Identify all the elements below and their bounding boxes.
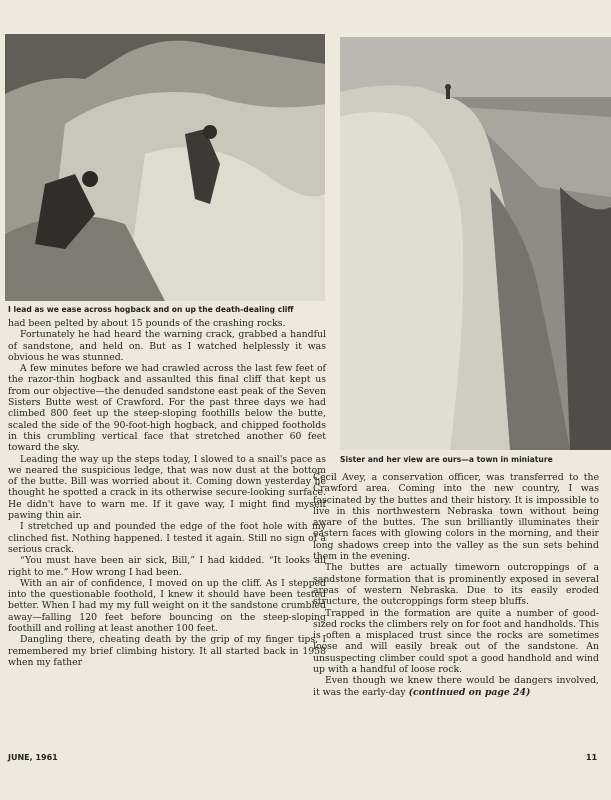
article-paragraph: “You must have been air sick, Bill,” I had kidded. “It looks all right to me.” How wrong I had been. (8, 555, 326, 578)
butte-view-photo (340, 37, 611, 450)
continued-note: (continued on page 24) (408, 686, 531, 698)
article-paragraph-text: Even though we knew there would be dangers involved, it was the early-day (313, 675, 599, 698)
article-paragraph: Trapped in the formation are quite a number of good-sized rocks the climbers rely on for foot and handholds. This is often a misplaced trust since the rocks are sometimes loose and will easily break out of the sandstone. An unsuspecting climber could spot a good handhold and wind up with a handful of loose rock. (313, 607, 599, 676)
hogback-climbers-photo (5, 34, 325, 301)
article-paragraph: The buttes are actually timeworn outcroppings of a sandstone formation that is prominently exposed in several areas of western Nebraska. Due to its easily eroded structure, the outcroppings form steep bluffs. (313, 562, 599, 608)
article-paragraph: Cecil Avey, a conservation officer, was transferred to the Crawford area. Coming into the new country, I was fascinated by the buttes and their history. It is impossible to live in this northwestern Nebraska town without being aware of the buttes. The sun brilliantly illuminates their eastern faces with glowing colors in the morning, and their long shadows creep into the valley as the sun sets behind them in the evening. (313, 472, 599, 563)
article-paragraph: Fortunately he had heard the warning crack, grabbed a handful of sandstone, and held on. But as I watched helplessly it was obvious he was stunned. (8, 329, 326, 363)
photo-caption-right: Sister and her view are ours—a town in miniature (340, 455, 553, 464)
article-paragraph: Leading the way up the steps today, I slowed to a snail's pace as we neared the suspicious ledge, that was now dust at the bottom of the butte. Bill was worried about it. Coming down yesterday he thought he spotted a crack in its otherwise secure-looking surface. He didn't have to warn me. If it gave way, I might find myself pawing thin air. (8, 453, 326, 522)
article-paragraph: Dangling there, cheating death by the grip of my finger tips, I remembered my brief climbing history. It all started back in 1958 when my father (8, 634, 326, 668)
article-paragraph: A few minutes before we had crawled across the last few feet of the razor-thin hogback and assaulted this final cliff that kept us from our objective—the denuded sandstone east peak of the Seven Sisters Butte west of Crawford. For the past three days we had climbed 800 feet up the steep-sloping foothills below the butte, scaled the side of the 90-foot-high hogback, and chipped footholds in this crumbling vertical face that stretched another 60 feet toward the sky. (8, 363, 326, 454)
article-paragraph: had been pelted by about 15 pounds of the crashing rocks. (8, 318, 286, 329)
article-paragraph: With an air of confidence, I moved on up the cliff. As I stepped into the questionable foothold, I knew it should have been tested better. When I had my my full weight on it the sandstone crumbled away—falling 120 feet before bouncing on the steep-sloping foothill and rolling at least another 100 feet. (8, 577, 326, 635)
issue-date: JUNE, 1961 (8, 753, 58, 762)
article-paragraph (313, 675, 599, 698)
photo-caption-left: I lead as we ease across hogback and on up the death-dealing cliff (8, 305, 294, 314)
article-column-left (8, 318, 326, 668)
page-number: 11 (586, 753, 598, 762)
article-column-right (313, 472, 599, 698)
article-paragraph: I stretched up and pounded the edge of the foot hole with my clinched fist. Nothing happened. I tested it again. Still no sign of a serious crack. (8, 521, 326, 555)
